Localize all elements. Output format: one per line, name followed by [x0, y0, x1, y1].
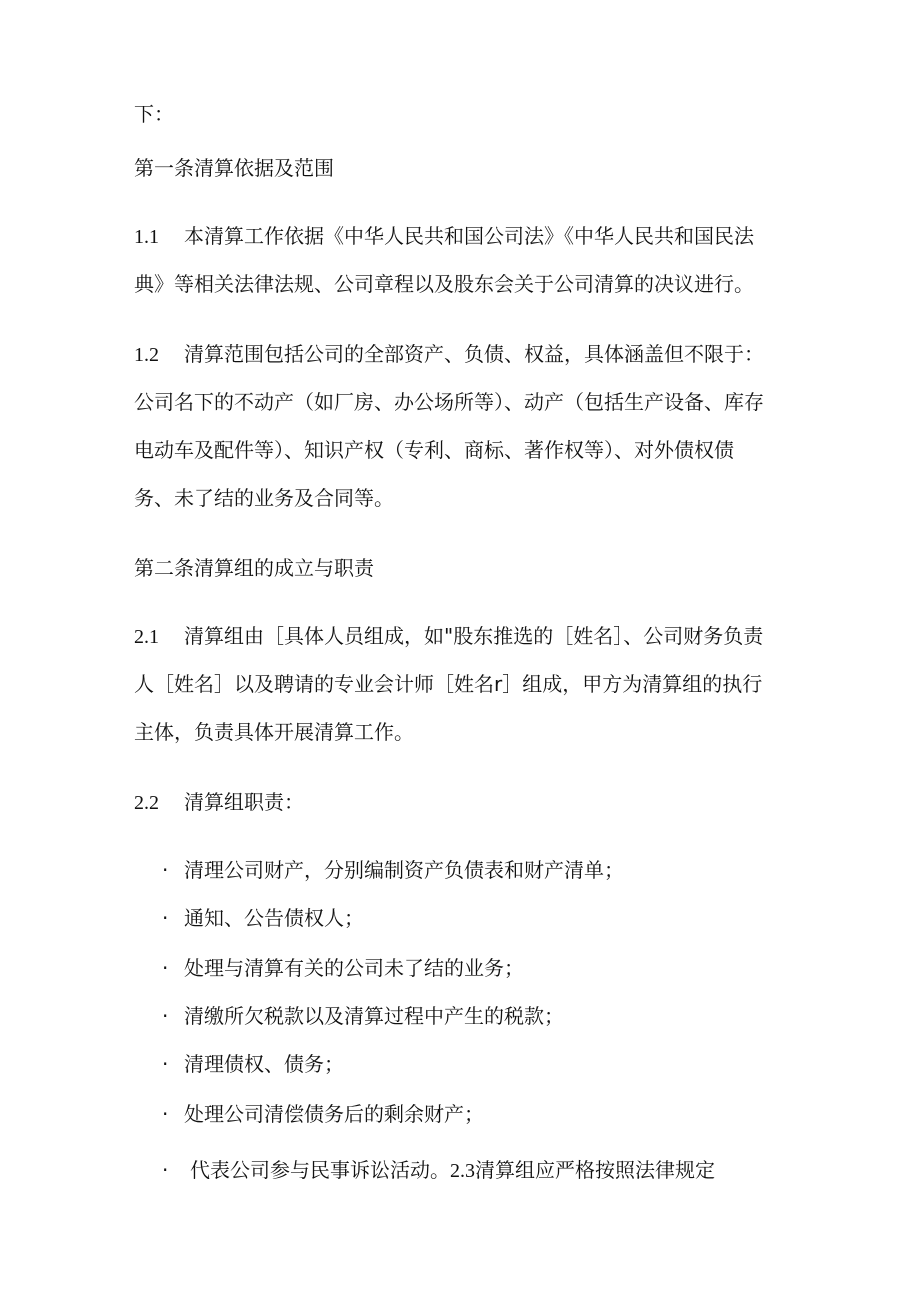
bullet-dot: ·	[162, 906, 169, 930]
duty-text: 通知、公告债权人；	[184, 906, 364, 930]
clause-2-2	[134, 788, 304, 817]
bullet-dot: ·	[162, 1102, 169, 1126]
clause-2-1-line-1	[134, 622, 763, 651]
clause-number: 2.2	[134, 792, 159, 814]
clause-1-2-line-1	[134, 340, 764, 369]
duty-item	[162, 1100, 484, 1128]
clause-text: 清算组职责：	[184, 790, 304, 814]
duty-text: 清理公司财产，分别编制资产负债表和财产清单；	[184, 858, 624, 882]
duty-item	[162, 1002, 564, 1030]
intro-text: 下：	[134, 102, 174, 126]
duty-text: 清理债权、债务；	[184, 1052, 344, 1076]
bullet-dot: ·	[162, 956, 169, 980]
clause-1-2-line-3: 电动车及配件等）、知识产权（专利、商标、著作权等）、对外债权债	[134, 438, 734, 462]
duty-item	[162, 954, 524, 982]
bullet-dot: ·	[162, 1052, 169, 1076]
duty-text: 处理公司清偿债务后的剩余财产；	[184, 1102, 484, 1126]
clause-2-1-line-3: 主体，负责具体开展清算工作。	[134, 720, 414, 744]
section-2-heading: 第二条清算组的成立与职责	[134, 556, 374, 580]
clause-number: 1.1	[134, 226, 159, 248]
clause-2-1-line-2: 人［姓名］以及聘请的专业会计师［姓名r］组成，甲方为清算组的执行	[134, 672, 763, 696]
clause-1-1-line-2: 典》等相关法律法规、公司章程以及股东会关于公司清算的决议进行。	[134, 272, 754, 296]
section-1-heading: 第一条清算依据及范围	[134, 156, 334, 180]
duty-text: 处理与清算有关的公司未了结的业务；	[184, 956, 524, 980]
duty-text: 代表公司参与民事诉讼活动。	[190, 1158, 450, 1182]
clause-number: 2.1	[134, 626, 159, 648]
clause-1-2-line-2: 公司名下的不动产（如厂房、办公场所等）、动产（包括生产设备、库存	[134, 390, 764, 414]
bullet-dot: ·	[162, 1004, 169, 1028]
duty-item	[162, 856, 624, 884]
duty-item	[162, 904, 364, 932]
duty-item-last	[162, 1156, 715, 1185]
clause-1-1-line-1	[134, 222, 754, 251]
clause-text: 清算范围包括公司的全部资产、负债、权益，具体涵盖但不限于：	[184, 342, 764, 366]
duty-text-continued: 清算组应严格按照法律规定	[475, 1158, 715, 1182]
clause-text: 本清算工作依据《中华人民共和国公司法》《中华人民共和国民法	[184, 224, 754, 248]
clause-number: 1.2	[134, 344, 159, 366]
clause-text: 清算组由［具体人员组成，如"股东推选的［姓名］、公司财务负责	[184, 624, 764, 648]
duty-item	[162, 1050, 344, 1078]
clause-number: 2.3	[450, 1160, 475, 1182]
bullet-dot: ·	[162, 1158, 169, 1182]
duty-text: 清缴所欠税款以及清算过程中产生的税款；	[184, 1004, 564, 1028]
bullet-dot: ·	[162, 858, 169, 882]
clause-1-2-line-4: 务、未了结的业务及合同等。	[134, 486, 394, 510]
